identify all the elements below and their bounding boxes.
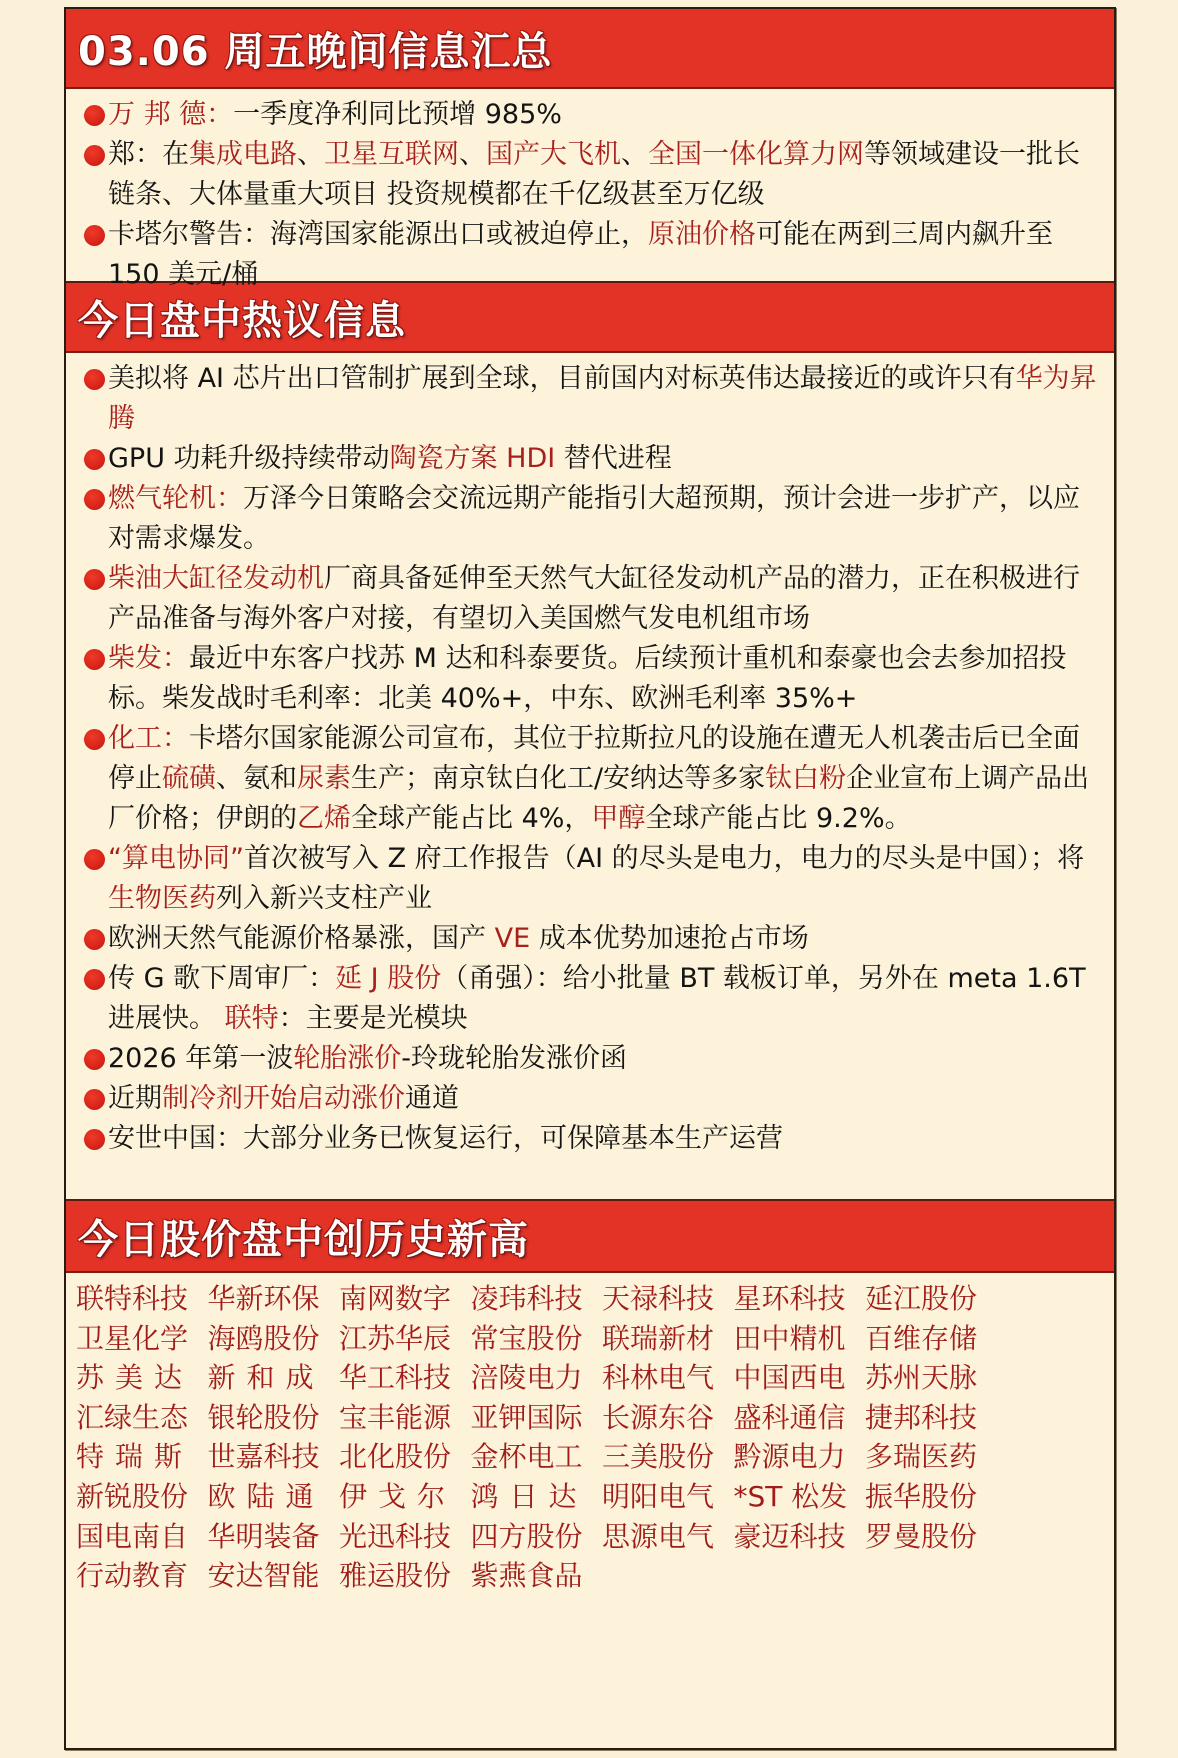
section-title: 今日股价盘中创历史新高 xyxy=(78,1216,529,1263)
stock-name: 联瑞新材 xyxy=(602,1321,715,1355)
stock-name: 振华股份 xyxy=(865,1479,978,1513)
stock-name: 捷邦科技 xyxy=(865,1400,978,1434)
highlighted-keyword: 尿素 xyxy=(297,763,351,794)
section-title: 今日盘中热议信息 xyxy=(78,297,406,344)
highlighted-keyword: 燃气轮机： xyxy=(108,483,243,514)
highlighted-keyword: 国产大飞机 xyxy=(486,139,621,170)
stock-name: 北化股份 xyxy=(339,1440,452,1474)
item-text: 2026 年第一波 xyxy=(108,1043,294,1074)
highlighted-keyword: 延 J 股份 xyxy=(335,963,442,994)
highlighted-keyword: 陶瓷方案 HDI xyxy=(389,443,556,474)
stock-name: *ST 松发 xyxy=(733,1479,848,1513)
stock-name: 中国西电 xyxy=(733,1361,846,1395)
item-text: 一季度净利同比预增 985% xyxy=(233,99,562,130)
item-text: 郑：在 xyxy=(108,139,189,170)
stock-name: 新锐股份 xyxy=(76,1479,189,1513)
stock-name: 延江股份 xyxy=(865,1282,978,1315)
stock-name: 海鸥股份 xyxy=(207,1321,320,1355)
bullet-dot-icon xyxy=(84,729,105,750)
stock-name: 世嘉科技 xyxy=(207,1440,320,1474)
item-text: 生产；南京钛白化工/安纳达等多家 xyxy=(351,763,766,794)
stock-name: 明阳电气 xyxy=(602,1479,715,1513)
stock-name: 田中精机 xyxy=(733,1321,846,1355)
bullet-dot-icon xyxy=(84,369,105,390)
stock-name: 国电南自 xyxy=(76,1519,189,1553)
bullet-dot-icon xyxy=(84,849,105,870)
highlighted-keyword: 万 邦 德： xyxy=(108,99,234,130)
highlighted-keyword: 制冷剂开始启动涨价 xyxy=(162,1083,405,1114)
highlighted-keyword: 硫磺 xyxy=(162,763,216,794)
bullet-dot-icon xyxy=(84,145,105,166)
highlighted-keyword: 钛白粉 xyxy=(765,763,847,794)
news-item xyxy=(66,1039,1114,1079)
bullet-dot-icon xyxy=(84,489,105,510)
bullet-dot-icon xyxy=(84,1089,105,1110)
stock-name: 亚钾国际 xyxy=(470,1400,583,1434)
news-item xyxy=(66,95,1114,135)
item-text: 卡塔尔国家能源公司宣布，其位于拉斯拉凡的设施在遭无人机袭击后已全面停止 xyxy=(108,723,1080,794)
section-body-hot-topics xyxy=(66,353,1114,1199)
news-item xyxy=(66,559,1114,639)
bullet-dot-icon xyxy=(84,225,105,246)
highlighted-keyword: 原油价格 xyxy=(648,219,756,250)
highlighted-keyword: 甲醇 xyxy=(591,803,646,834)
stock-name: 罗曼股份 xyxy=(865,1519,978,1553)
stock-name: 江苏华辰 xyxy=(339,1321,452,1355)
stock-name: 华新环保 xyxy=(207,1282,320,1315)
bullet-dot-icon xyxy=(84,649,105,670)
item-text: 厂商具备延伸至天然气大缸径发动机产品的潜力，正在积极进行产品准备与海外客户对接，有望切入美国燃气发电机组市场 xyxy=(108,563,1080,634)
stock-name: 黔源电力 xyxy=(733,1440,846,1474)
stock-name: 金杯电工 xyxy=(470,1440,583,1474)
stock-name: 星环科技 xyxy=(733,1282,846,1315)
item-text: ：主要是光模块 xyxy=(278,1003,468,1034)
stock-name: 南网数字 xyxy=(339,1282,452,1315)
item-text: 首次被写入 Z 府工作报告（AI 的尽头是电力，电力的尽头是中国）；将 xyxy=(243,843,1085,874)
news-item xyxy=(66,215,1114,295)
stock-name: 鸿日达 xyxy=(470,1479,588,1513)
item-text: （甬强）：给小批量 BT 载板订单，另外在 meta 1.6T 进展快。 xyxy=(108,963,1086,1034)
news-item xyxy=(66,1079,1114,1119)
item-text: 美拟将 AI 芯片出口管制扩展到全球，目前国内对标英伟达最接近的或许只有 xyxy=(108,363,1016,394)
section-header-record-highs xyxy=(66,1199,1114,1273)
section-body-evening-summary xyxy=(66,89,1114,290)
item-text: 、氨和 xyxy=(216,763,297,794)
item-text: 通道 xyxy=(405,1083,459,1114)
item-text: 卡塔尔警告：海湾国家能源出口或被迫停止， xyxy=(108,219,648,250)
stock-name: 联特科技 xyxy=(76,1282,189,1315)
bullet-dot-icon xyxy=(84,449,105,470)
item-text: -玲珑轮胎发涨价函 xyxy=(401,1043,628,1074)
stock-name: 三美股份 xyxy=(602,1440,715,1474)
stock-name: 新和成 xyxy=(207,1361,325,1395)
section-header-evening-summary xyxy=(66,9,1114,89)
news-item xyxy=(66,719,1114,839)
news-item xyxy=(66,479,1114,559)
highlighted-keyword: 乙烯 xyxy=(297,803,351,834)
bullet-dot-icon xyxy=(84,929,105,950)
item-text: 成本优势加速抢占市场 xyxy=(530,923,809,954)
bullet-dot-icon xyxy=(84,105,105,126)
highlighted-keyword: 联特 xyxy=(224,1003,279,1034)
bullet-dot-icon xyxy=(84,1049,105,1070)
section-title: 03.06 周五晚间信息汇总 xyxy=(78,28,553,75)
stock-name: 特瑞斯 xyxy=(76,1440,194,1474)
stock-name: 宝丰能源 xyxy=(339,1400,452,1434)
item-text: 欧洲天然气能源价格暴涨，国产 xyxy=(108,923,495,954)
stock-name: 常宝股份 xyxy=(470,1321,583,1355)
item-text: 全球产能占比 4%， xyxy=(351,803,592,834)
stock-name: 苏州天脉 xyxy=(865,1361,978,1395)
highlighted-keyword: 化工： xyxy=(108,723,189,754)
item-text: 安世中国：大部分业务已恢复运行，可保障基本生产运营 xyxy=(108,1123,783,1154)
news-item xyxy=(66,639,1114,719)
info-card xyxy=(64,7,1116,1750)
stock-name: 思源电气 xyxy=(602,1519,715,1553)
news-item xyxy=(66,1119,1114,1159)
item-text: 全球产能占比 9.2%。 xyxy=(645,803,912,834)
stock-name: 苏美达 xyxy=(76,1361,194,1395)
item-text: 、 xyxy=(621,139,648,170)
item-text: 、 xyxy=(459,139,486,170)
stock-name: 凌玮科技 xyxy=(470,1282,583,1315)
item-text: 、 xyxy=(297,139,324,170)
item-text: 企业宣布上调产品出厂价格；伊朗的 xyxy=(108,763,1090,834)
item-text: 最近中东客户找苏 M 达和科泰要货。后续预计重机和泰豪也会去参加招投标。柴发战时毛利率：北美 40%+，中东、欧洲毛利率 35%+ xyxy=(108,643,1067,714)
stock-name: 行动教育 xyxy=(76,1559,189,1593)
stock-name: 紫燕食品 xyxy=(470,1559,583,1593)
stock-name: 豪迈科技 xyxy=(733,1519,846,1553)
record-high-stock-grid xyxy=(66,1273,1114,1596)
stock-name: 长源东谷 xyxy=(602,1400,715,1434)
bullet-dot-icon xyxy=(84,569,105,590)
stock-name: 盛科通信 xyxy=(733,1400,846,1434)
stock-name: 华明装备 xyxy=(207,1519,320,1553)
highlighted-keyword: 集成电路 xyxy=(189,139,297,170)
item-text: GPU 功耗升级持续带动 xyxy=(108,443,390,474)
highlighted-keyword: VE xyxy=(494,923,531,954)
stock-name: 四方股份 xyxy=(470,1519,583,1553)
item-text: 可能在两到三周内飙升至 150 美元/桶 xyxy=(108,219,1053,290)
highlighted-keyword: 华为昇腾 xyxy=(108,363,1097,434)
stock-name: 多瑞医药 xyxy=(865,1440,978,1474)
highlighted-keyword: 柴发： xyxy=(108,643,189,674)
stock-name: 伊戈尔 xyxy=(339,1479,457,1513)
item-text: 传 G 歌下周审厂： xyxy=(108,963,336,994)
stock-name: 雅运股份 xyxy=(339,1559,452,1593)
stock-name: 百维存储 xyxy=(865,1321,978,1355)
stock-name: 天禄科技 xyxy=(602,1282,715,1315)
stock-name: 欧陆通 xyxy=(207,1479,325,1513)
item-text: 万泽今日策略会交流远期产能指引大超预期，预计会进一步扩产，以应对需求爆发。 xyxy=(108,483,1080,554)
news-item xyxy=(66,839,1114,919)
stock-name: 华工科技 xyxy=(339,1361,452,1395)
highlighted-keyword: 全国一体化算力网 xyxy=(648,139,864,170)
stock-name: 科林电气 xyxy=(602,1361,715,1395)
bullet-dot-icon xyxy=(84,969,105,990)
item-text: 替代进程 xyxy=(555,443,672,474)
stock-name: 汇绿生态 xyxy=(76,1400,189,1434)
news-item xyxy=(66,135,1114,215)
news-item xyxy=(66,439,1114,479)
highlighted-keyword: 卫星互联网 xyxy=(324,139,459,170)
stock-name: 卫星化学 xyxy=(76,1321,189,1355)
news-item xyxy=(66,359,1114,439)
bullet-dot-icon xyxy=(84,1129,105,1150)
item-text: 列入新兴支柱产业 xyxy=(216,883,432,914)
news-item xyxy=(66,959,1114,1039)
stock-name: 银轮股份 xyxy=(207,1400,320,1434)
highlighted-keyword: 柴油大缸径发动机 xyxy=(108,563,324,594)
item-text: 近期 xyxy=(108,1083,162,1114)
news-item xyxy=(66,919,1114,959)
stock-name: 安达智能 xyxy=(207,1559,320,1593)
stock-name: 光迅科技 xyxy=(339,1519,452,1553)
highlighted-keyword: “算电协同” xyxy=(108,843,244,874)
item-text: 等领域建设一批长链条、大体量重大项目 投资规模都在千亿级甚至万亿级 xyxy=(108,139,1080,210)
stock-name: 涪陵电力 xyxy=(470,1361,583,1395)
highlighted-keyword: 生物医药 xyxy=(108,883,216,914)
highlighted-keyword: 轮胎涨价 xyxy=(293,1043,402,1074)
